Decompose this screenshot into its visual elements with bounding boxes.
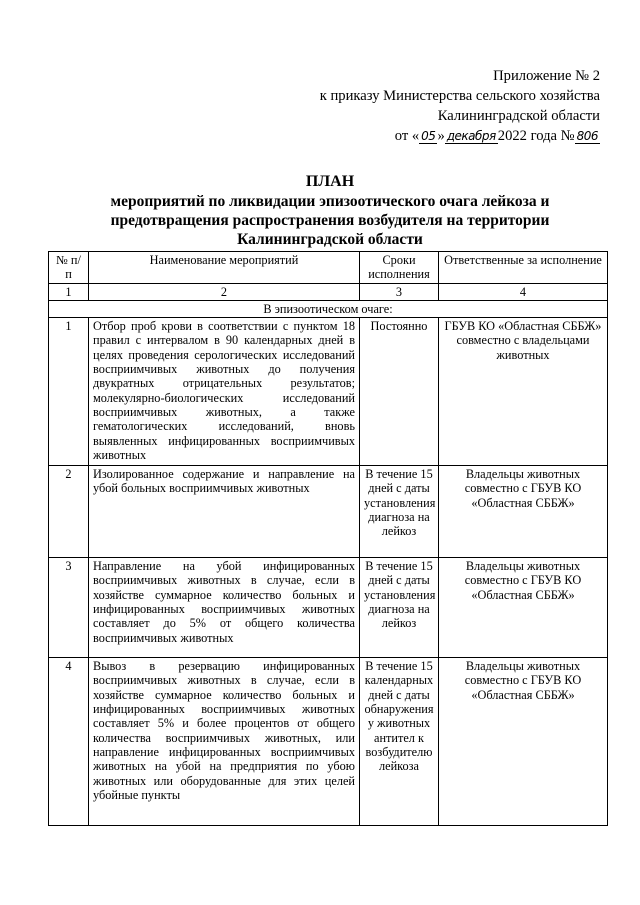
column-numbers-row bbox=[49, 283, 608, 300]
appendix-line-2: к приказу Министерства сельского хозяйства bbox=[319, 88, 600, 104]
appendix-block bbox=[320, 66, 600, 146]
table-header-row bbox=[49, 252, 608, 284]
row-responsible: Владельцы животных совместно с ГБУВ КО «Областная СББЖ» bbox=[439, 658, 608, 826]
plan-subtitle bbox=[60, 192, 600, 249]
col-number-2: 2 bbox=[89, 283, 360, 300]
subtitle-line-1: мероприятий по ликвидации эпизоотического очага лейкоза и bbox=[110, 193, 550, 210]
row-number: 2 bbox=[49, 466, 89, 558]
appendix-date-line bbox=[320, 126, 600, 146]
col-number-1: 1 bbox=[49, 283, 89, 300]
row-number: 4 bbox=[49, 658, 89, 826]
date-year: 2022 года № bbox=[497, 128, 575, 144]
section-row bbox=[49, 300, 608, 317]
table-row bbox=[49, 466, 608, 558]
row-term: В течение 15 дней с даты установления диагноза на лейкоз bbox=[360, 558, 439, 658]
row-term: Постоянно bbox=[360, 318, 439, 466]
row-number: 3 bbox=[49, 558, 89, 658]
row-responsible: ГБУВ КО «Областная СББЖ» совместно с владельцами животных bbox=[439, 318, 608, 466]
date-mid: » bbox=[437, 128, 445, 144]
handwritten-order-number: 806 bbox=[576, 129, 598, 143]
subtitle-line-3: Калининградской области bbox=[237, 231, 423, 248]
table-row bbox=[49, 318, 608, 466]
row-term: В течение 15 календарных дней с даты обнаружения у животных антител к возбудителю лейкоза bbox=[360, 658, 439, 826]
row-activity: Изолированное содержание и направление на убой больных восприимчивых животных bbox=[89, 466, 360, 558]
row-activity: Отбор проб крови в соответствии с пунктом 18 правил с интервалом в 90 календарных дней в целях проведения серологических исследований восприимчивых животных до получения двукратных отрицательных результатов; молекулярно-биологических исследований восприимчивых животных, а также гематологических исследований, вновь выявленных инфицированных восприимчивых животных bbox=[89, 318, 360, 466]
appendix-line-1: Приложение № 2 bbox=[493, 68, 600, 84]
plan-table bbox=[48, 251, 608, 826]
table-row bbox=[49, 658, 608, 826]
header-term: Сроки исполнения bbox=[360, 252, 439, 284]
subtitle-line-2: предотвращения распространения возбудителя на территории bbox=[110, 212, 550, 229]
row-term: В течение 15 дней с даты установления диагноза на лейкоз bbox=[360, 466, 439, 558]
row-responsible: Владельцы животных совместно с ГБУВ КО «Областная СББЖ» bbox=[439, 558, 608, 658]
header-number: № п/п bbox=[49, 252, 89, 284]
header-responsible: Ответственные за исполнение bbox=[439, 252, 608, 284]
row-activity: Направление на убой инфицированных восприимчивых животных в случае, если в хозяйстве суммарное количество больных и инфицированных восприимчивых животных составляет до 5% от общего количества восприимчивых животных bbox=[89, 558, 360, 658]
row-responsible: Владельцы животных совместно с ГБУВ КО «Областная СББЖ» bbox=[439, 466, 608, 558]
handwritten-month: декабря bbox=[446, 129, 496, 143]
appendix-line-3: Калининградской области bbox=[437, 108, 600, 124]
col-number-4: 4 bbox=[439, 283, 608, 300]
col-number-3: 3 bbox=[360, 283, 439, 300]
plan-title: ПЛАН bbox=[305, 173, 355, 190]
table-row bbox=[49, 558, 608, 658]
row-activity: Вывоз в резервацию инфицированных восприимчивых животных в случае, если в хозяйстве суммарное количество больных и инфицированных восприимчивых животных составляет 5% и более процентов от общего количества восприимчивых животных, или направление инфицированных восприимчивых животных на убой на предприятия по убою животных или оборудованные для этих целей убойные пункты bbox=[89, 658, 360, 826]
header-activity: Наименование мероприятий bbox=[89, 252, 360, 284]
handwritten-day: 05 bbox=[421, 129, 436, 143]
section-title: В эпизоотическом очаге: bbox=[49, 300, 608, 317]
date-prefix: от « bbox=[394, 128, 420, 144]
row-number: 1 bbox=[49, 318, 89, 466]
